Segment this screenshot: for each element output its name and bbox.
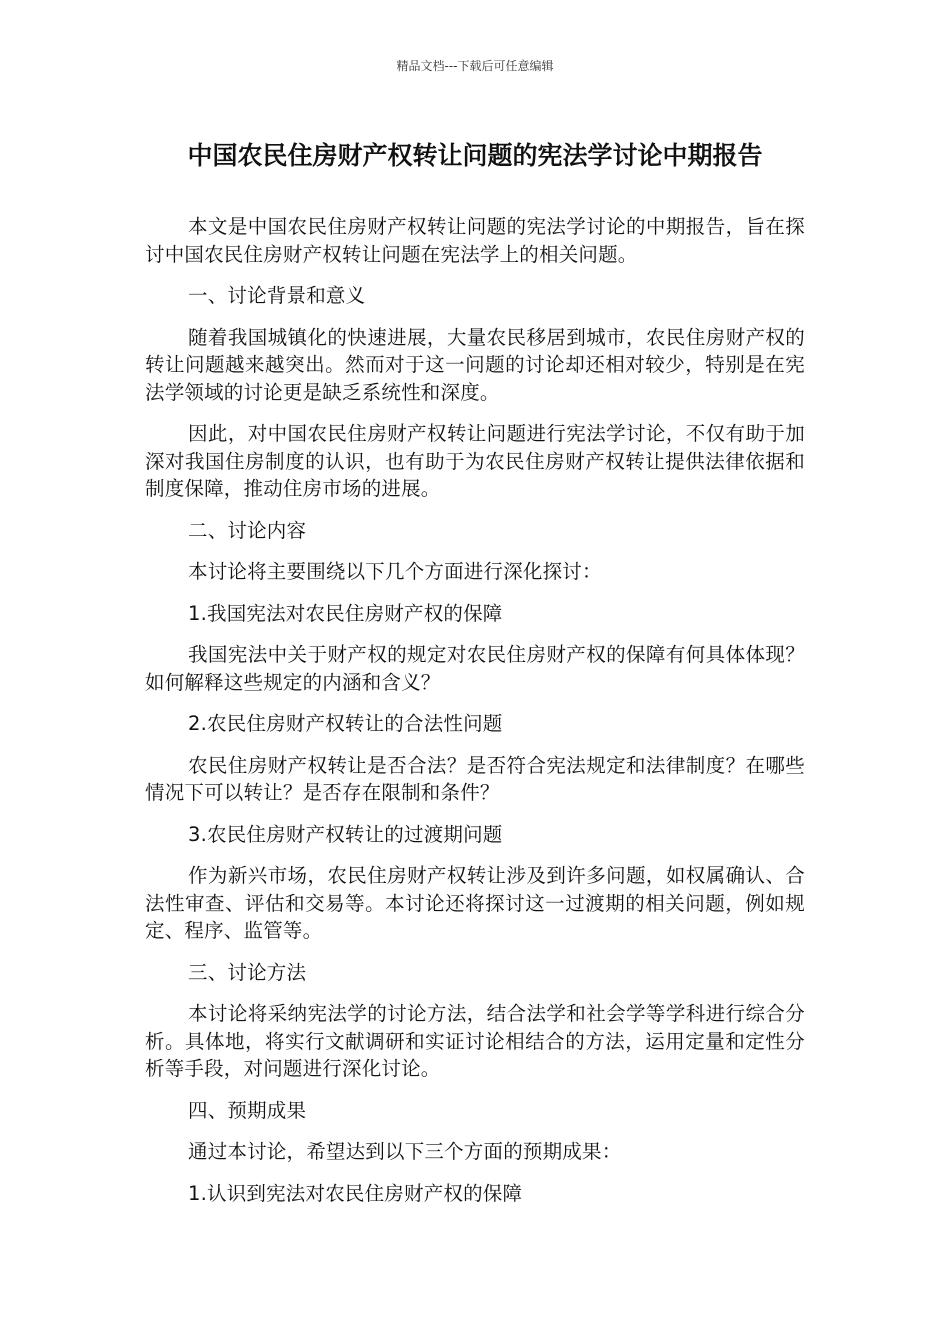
- section-heading-content: 二、讨论内容: [188, 518, 307, 542]
- paragraph-significance: 因此，对中国农民住房财产权转让问题进行宪法学讨论，不仅有助于加深对我国住房制度的认识，也有助于为农民住房财产权转让提供法律依据和制度保障，推动住房市场的进展。: [145, 422, 805, 500]
- paragraph-background: 随着我国城镇化的快速进展，大量农民移居到城市，农民住房财产权的转让问题越来越突出。然而对于这一问题的讨论却还相对较少，特别是在宪法学领域的讨论更是缺乏系统性和深度。: [145, 325, 805, 404]
- section-heading-method: 三、讨论方法: [188, 960, 307, 984]
- page-header-watermark: 精品文档---下载后可任意编辑: [396, 59, 554, 73]
- subheading-constitutional-protection: 1.我国宪法对农民住房财产权的保障: [188, 601, 503, 625]
- paragraph-transition: 作为新兴市场，农民住房财产权转让涉及到许多问题，如权属确认、合法性审查、评估和交易等。本讨论还将探讨这一过渡期的相关问题，例如规定、程序、监管等。: [145, 864, 805, 942]
- paragraph-outcomes-intro: 通过本讨论，希望达到以下三个方面的预期成果：: [188, 1140, 622, 1163]
- paragraph-legality: 农民住房财产权转让是否合法？是否符合宪法规定和法律制度？在哪些情况下可以转让？是否存在限制和条件？: [145, 753, 805, 804]
- subheading-outcome-1: 1.认识到宪法对农民住房财产权的保障: [188, 1181, 523, 1205]
- section-heading-background: 一、讨论背景和意义: [188, 284, 366, 307]
- paragraph-constitutional-protection: 我国宪法中关于财产权的规定对农民住房财产权的保障有何具体体现？如何解释这些规定的内涵和含义？: [145, 643, 805, 694]
- paragraph-method: 本讨论将采纳宪法学的讨论方法，结合法学和社会学等学科进行综合分析。具体地，将实行文献调研和实证讨论相结合的方法，运用定量和定性分析等手段，对问题进行深化讨论。: [145, 1002, 805, 1080]
- document-body: [145, 213, 805, 1221]
- subheading-legality: 2.农民住房财产权转让的合法性问题: [188, 712, 503, 735]
- section-heading-outcomes: 四、预期成果: [188, 1098, 307, 1122]
- document-title: 中国农民住房财产权转让问题的宪法学讨论中期报告: [187, 141, 763, 170]
- subheading-transition: 3.农民住房财产权转让的过渡期问题: [188, 822, 503, 846]
- paragraph-intro: 本文是中国农民住房财产权转让问题的宪法学讨论的中期报告，旨在探讨中国农民住房财产权转让问题在宪法学上的相关问题。: [145, 215, 805, 266]
- paragraph-content-intro: 本讨论将主要围绕以下几个方面进行深化探讨：: [188, 560, 602, 583]
